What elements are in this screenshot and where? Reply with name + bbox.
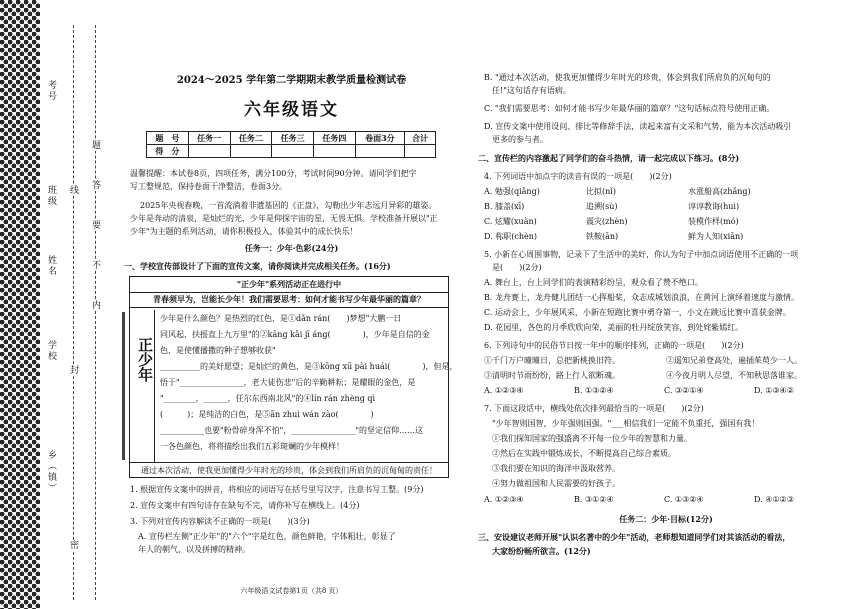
q4-option: 追溯(sù) xyxy=(586,202,618,211)
q7-quote: "少年智则国智，少年强则国强。"___相信我们一定能不负重托，强国有我！ xyxy=(492,419,760,428)
seal-word: 封 xyxy=(68,365,78,376)
score-table-score-row xyxy=(147,145,436,158)
q4-option: 水涨船高(zhǎng) xyxy=(688,187,751,196)
q7-item: ①我们探知国家的强盛离不开每一位少年的智慧和力量。 xyxy=(492,434,692,443)
task1-heading: 任务一：少年·色彩(24分) xyxy=(244,243,339,253)
q5-option: B. 龙舟赛上，龙舟健儿团结一心挥船桨，众志成城划浪浪，在黄河上演绎着速度与激情。 xyxy=(484,293,799,302)
q7-item: ③我们要在知识的海洋中汲取营养。 xyxy=(492,464,620,473)
binding-margin xyxy=(43,20,121,600)
q7-option: D. ④①②③ xyxy=(754,495,794,504)
question3-intro-cont: 大家纷纷畅所欲言。(12分) xyxy=(492,546,591,556)
seal-line xyxy=(73,25,74,600)
question1-3-option-d: D. 宣传文案中使用设问、排比等修辞手法，读起来富有文采和气势，能为本次活动吸引 xyxy=(484,122,792,131)
q4-option: D. 称职(chèn) xyxy=(484,232,537,241)
banner-subtitle: 青春须早为，岂能长少年！我们需要思考：如何才能书写少年最华丽的篇章？ xyxy=(130,294,448,308)
zheng-shaonian-side-text: 正少年 xyxy=(136,336,154,382)
q6-line: ①千门万户曈曈日，总把新桃换旧符。 xyxy=(484,356,620,365)
question1-2: 2. 宣传文案中有四句诗存在缺句不完，请你补写在横线上。(4分) xyxy=(130,501,360,510)
score-table xyxy=(146,131,436,158)
side-bar-mark xyxy=(122,312,126,460)
question3-intro: 三、安设建议老师开展"认识名著中的少年"活动，老师想知道同学们对其该活动的看法， xyxy=(478,532,791,542)
q4-option: A. 勉强(qiǎng) xyxy=(484,187,540,196)
seal-word: 答 xyxy=(90,180,100,191)
seal-word: 要 xyxy=(90,220,100,231)
seal-line-inner xyxy=(95,25,96,600)
notice-line: 写工整规范，保持卷面干净整洁，卷面3分。 xyxy=(130,182,288,191)
banner-title: "正少年"系列活动正在进行中 xyxy=(130,279,448,293)
question4-stem: 4. 下列词语中加点字的读音有误的一项是( )(2分) xyxy=(484,172,672,181)
question1-3-option-b-cont: 任!"这句话存有语病。 xyxy=(492,86,571,95)
q7-item: ④努力做祖国和人民需要的好孩子。 xyxy=(492,479,620,488)
intro-line: 少年"为主题的系列活动，请你积极投入，体验其中的成长快乐！ xyxy=(130,227,358,236)
q4-option: 震灾(zhèn) xyxy=(586,217,628,226)
exam-no-label: 考号 xyxy=(46,80,56,102)
score-cell[interactable] xyxy=(405,145,436,158)
q6-option: C. ③②①④ xyxy=(664,386,704,395)
class-label: 班级 xyxy=(46,185,56,207)
promo-copy-box xyxy=(129,276,458,478)
article-line: 一各色颜色，将将描绘出我们五彩斑斓的少年模样！ xyxy=(160,442,344,451)
q6-option: D. ①③④② xyxy=(754,386,794,395)
town-label: 乡（镇） xyxy=(46,450,56,494)
question1-3-option-b: B. "通过本次活动，使我更加懂得少年时光的珍贵，体会到我们所肩负的沉甸句的 xyxy=(484,73,771,82)
task2-heading: 任务二：少年·目标(12分) xyxy=(619,514,713,524)
question1-3-option-a: A. 宣传栏左侧"正少年"的"六个"字是红色，颜色鲜艳，字体粗壮，彰显了 xyxy=(138,532,396,541)
q4-option: C. 炫耀(xuàn) xyxy=(484,217,537,226)
question2-intro: 二、宣传栏的内容激起了同学们的奋斗热情，请一起完成以下练习。(8分) xyxy=(478,153,740,163)
score-cell[interactable] xyxy=(355,145,404,158)
q6-line: ④今夜月明人尽望，不知秋思落谁家。 xyxy=(666,371,802,380)
q4-option: 装模作样(mó) xyxy=(688,217,739,226)
question7-stem: 7. 下面这段话中，横线处依次排列最恰当的一项是( )(2分) xyxy=(484,404,704,413)
q7-option: B. ③①②④ xyxy=(574,495,614,504)
score-cell[interactable] xyxy=(272,145,314,158)
score-header-cell: 任务三 xyxy=(272,132,314,145)
q6-option: B. ①③②④ xyxy=(574,386,614,395)
intro-line: 2025年央视春晚，一首流淌着非遗基因的《正盘》，勾勒出少年志远月异彩的雄姿。 xyxy=(140,201,437,210)
q4-option: 铁鞍(ān) xyxy=(586,232,619,241)
seal-word: 题 xyxy=(90,140,100,151)
name-label: 姓名 xyxy=(46,255,56,277)
q7-option: C. ①③②④ xyxy=(664,495,704,504)
article-line: __________的美好愿望；是灿烂的黄色，是③kōng xū pài huái( )，但是， xyxy=(160,362,458,371)
question1-3-option-c: C. "我们需要思考：如何才能书写少年最华丽的篇章？"这句话标点符号使用正确。 xyxy=(484,104,775,113)
seal-word: 密 xyxy=(68,540,78,551)
article-line: 同风起，扶摇直上九万里"的②kāng kǎi jī áng( )，少年是自信的金 xyxy=(160,330,430,339)
score-header-cell: 任务二 xyxy=(230,132,272,145)
score-cell[interactable] xyxy=(314,145,356,158)
score-header-cell: 卷面3分 xyxy=(355,132,404,145)
article-line: ___________也要"粉骨碎身浑不怕"，________________"的坚定信仰……这 xyxy=(160,426,424,435)
q7-option: A. ①②③④ xyxy=(484,495,524,504)
score-header-cell: 合计 xyxy=(405,132,436,145)
score-header-cell: 题 号 xyxy=(147,132,189,145)
seal-word: 内 xyxy=(90,300,100,311)
seal-word: 线 xyxy=(68,185,78,196)
article-line: 色，是使懂播撒的种子想够收获" xyxy=(160,346,276,355)
score-table-header-row xyxy=(147,132,436,145)
q4-option: 谆谆教诲(huì) xyxy=(688,202,740,211)
score-header-cell: 任务一 xyxy=(188,132,230,145)
binding-pattern-strip xyxy=(0,0,40,609)
question6-stem: 6. 下列诗句中的民俗节日按一年中的顺序排列，正确的一项是( )(2分) xyxy=(484,341,744,350)
question1-3: 3. 下列对宣传内容解读不正确的一项是( )(3分) xyxy=(130,517,310,526)
article-line: 少年是什么颜色？是热烈的红色，是①dǎn rán( )梦想"大鹏一日 xyxy=(160,314,402,323)
q5-option: D. 花园里，各色的月季欣欣向荣，美丽的牡丹绽放笑容，到处姹紫嫣红。 xyxy=(484,323,744,332)
box-footer: 通过本次活动，使我更加懂得少年时光的珍贵，体会到我们所肩负的沉甸甸的责任！ xyxy=(130,462,448,476)
q4-option: 比拟(nǐ) xyxy=(586,187,616,196)
question5-stem-cont: 是( )(2分) xyxy=(492,263,542,272)
page-footer: 六年级语文试卷第1页（共8 页） xyxy=(240,587,343,595)
q5-option: A. 舞台上，台上同学们的表演精彩纷呈，观众看了赞不绝口。 xyxy=(484,278,703,287)
article-line: "________，______，任尔东西南北风"的④lín rán zhèng qì xyxy=(160,394,376,403)
q5-option: C. 运动会上，少年展风采，小新在短跑比赛中勇夺第一，小文在跳远比赛中喜获金牌。 xyxy=(484,308,791,317)
score-row-label: 得 分 xyxy=(147,145,189,158)
score-cell[interactable] xyxy=(188,145,230,158)
question1-1: 1. 根据宣传文案中的拼音，将相应的词语写在括号里写汉字，注意书写工整。(9分) xyxy=(130,485,424,494)
exam-title: 2024～2025 学年第二学期期末教学质量检测试卷 xyxy=(176,75,407,86)
q6-line: ②遥知兄弟登高处，遍插茱萸少一人。 xyxy=(666,356,802,365)
school-label: 学校 xyxy=(46,340,56,362)
question1-3-option-d-cont: 更多的参与者。 xyxy=(492,135,548,144)
question1-intro: 一、学校宣传部设计了下面的宣传文案，请你阅读并完成相关任务。(16分) xyxy=(124,261,391,271)
question1-3-option-a-cont: 年人的朝气，以及拼搏的精神。 xyxy=(138,545,250,554)
q6-option: A. ①②③④ xyxy=(484,386,524,395)
article-line: 悟于"________________，老大徒伤悲"后的辛勤耕耘；是耀眼的金色，是 xyxy=(160,378,416,387)
intro-line: 少年是奔动的清泉，是灿烂的光，少年是仰探宇宙的星，无畏无惧。学校准备开展以"正 xyxy=(130,214,438,223)
article-line: ( )；是纯洁的白色，是⑤ān zhuì wán zào( ) xyxy=(160,410,374,419)
question5-stem: 5. 小新在心周围事物，记录下了生活中的美好，你认为句子中加点词语使用不正确的一项 xyxy=(484,250,799,259)
seal-word: 不 xyxy=(90,260,100,271)
q4-option: 鲜为人知(xiān) xyxy=(688,232,744,241)
score-header-cell: 任务四 xyxy=(314,132,356,145)
q7-item: ②然后在实践中锻炼成长，不断提高自己综合素质。 xyxy=(492,449,676,458)
q6-line: ③清明时节雨纷纷，路上行人欲断魂。 xyxy=(484,371,620,380)
subject-title: 六年级语文 xyxy=(244,100,339,120)
q4-option: B. 膝盖(xī) xyxy=(484,202,525,211)
score-cell[interactable] xyxy=(230,145,272,158)
notice-line: 温馨提醒：本试卷8页，四项任务，满分100分，考试时间90分钟。请同学们把字 xyxy=(130,169,417,178)
